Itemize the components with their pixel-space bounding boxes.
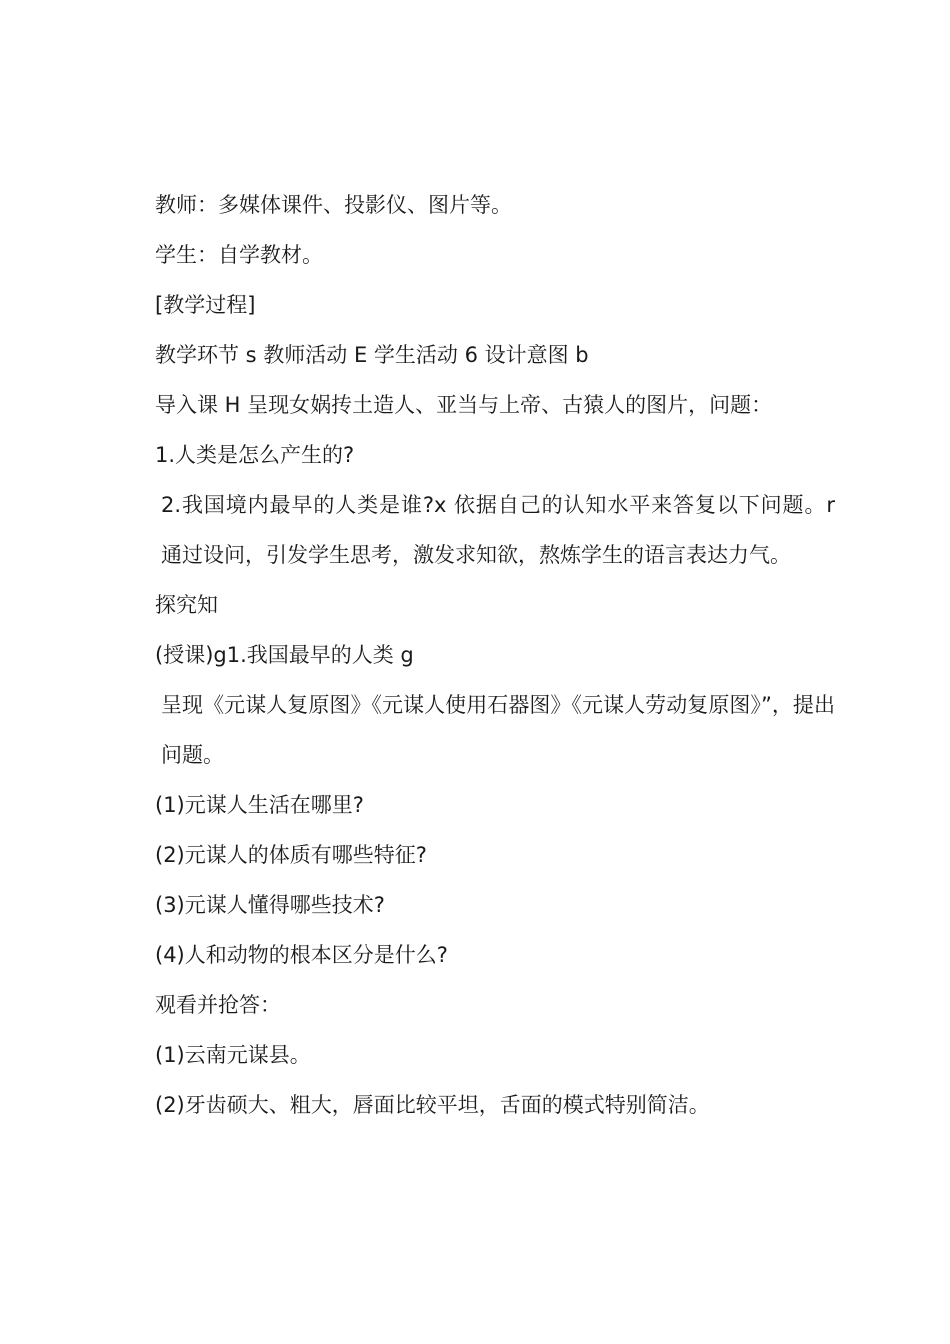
- paragraph-question-1: 1.人类是怎么产生的?: [155, 443, 355, 467]
- section-heading-teaching-process: [教学过程]: [155, 293, 256, 317]
- paragraph-q2: (2)元谋人的体质有哪些特征?: [155, 843, 427, 867]
- paragraph-watch-answer: 观看并抢答：: [155, 993, 281, 1017]
- paragraph-a1: (1)云南元谋县。: [155, 1043, 311, 1067]
- paragraph-lesson-heading: (授课)g1.我国最早的人类 g: [155, 643, 414, 667]
- paragraph-table-header: 教学环节 s 教师活动 E 学生活动 6 设计意图 b: [155, 343, 589, 367]
- paragraph-present-images: 呈现《元谋人复原图》《元谋人使用石器图》《元谋人劳动复原图》”，提出问题。: [161, 693, 835, 767]
- paragraph-intro: 导入课 H 呈现女娲抟土造人、亚当与上帝、古猿人的图片，问题：: [155, 393, 773, 417]
- paragraph-explore: 探究知: [155, 593, 218, 617]
- document-body: [127, 180, 835, 1130]
- paragraph-a2: (2)牙齿硕大、粗大，唇面比较平坦，舌面的模式特别简洁。: [155, 1093, 710, 1117]
- paragraph-q1: (1)元谋人生活在哪里?: [155, 793, 364, 817]
- paragraph-q4: (4)人和动物的根本区分是什么?: [155, 943, 448, 967]
- paragraph-teacher-materials: 教师：多媒体课件、投影仪、图片等。: [155, 193, 512, 217]
- paragraph-q3: (3)元谋人懂得哪些技术?: [155, 893, 385, 917]
- paragraph-student-materials: 学生：自学教材。: [155, 243, 323, 267]
- paragraph-question-2: 2.我国境内最早的人类是谁?x 依据自己的认知水平来答复以下问题。r 通过设问，引发学生思考，激发求知欲，熬炼学生的语言表达力气。: [161, 493, 835, 567]
